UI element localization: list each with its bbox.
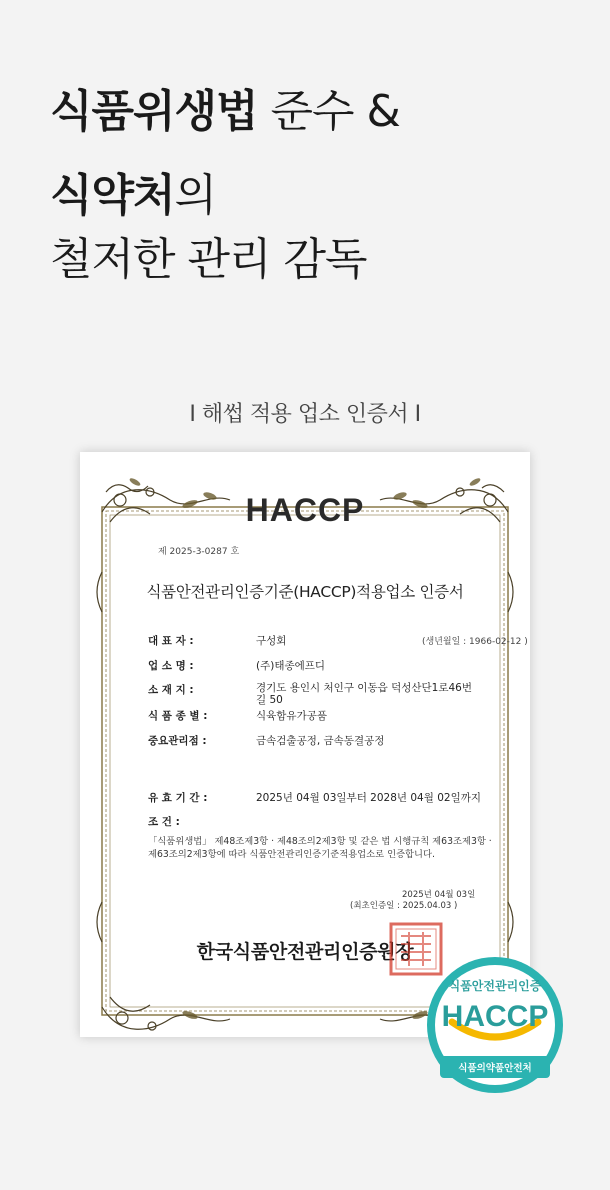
field-label: 유 효 기 간 : bbox=[148, 792, 208, 804]
headline-bold-mfds: 식약처 bbox=[50, 170, 175, 221]
headline-line-1 bbox=[50, 86, 400, 174]
first-certification-date: (최초인증일 : 2025.04.03 ) bbox=[350, 901, 458, 912]
badge-bottom-text: 식품의약품안전처 bbox=[458, 1063, 532, 1074]
badge-top-text: 식품안전관리인증 bbox=[448, 979, 542, 993]
certificate-issuer: 한국식품안전관리인증원장 bbox=[196, 941, 414, 963]
field-business-name bbox=[148, 658, 325, 673]
certificate-number: 제 2025-3-0287 호 bbox=[158, 547, 240, 557]
issue-date-block bbox=[350, 890, 500, 913]
badge-main-text: HACCP bbox=[441, 1000, 549, 1033]
certificate-haccp-title: HACCP bbox=[245, 492, 365, 528]
haccp-certificate bbox=[80, 452, 530, 1037]
field-food-type bbox=[148, 708, 327, 723]
headline bbox=[50, 86, 400, 322]
field-value: 구성회 bbox=[256, 635, 287, 647]
field-value: 금속검출공정, 금속동결공정 bbox=[256, 735, 385, 747]
field-value: 2025년 04월 03일부터 2028년 04월 02일까지 bbox=[256, 792, 482, 804]
field-representative bbox=[148, 633, 528, 648]
headline-bold-food-law: 식품위생법 bbox=[50, 86, 258, 137]
section-subtitle: I 해썹 적용 업소 인증서 I bbox=[189, 402, 421, 427]
field-label: 식 품 종 별 : bbox=[148, 710, 208, 722]
field-label: 조 건 : bbox=[148, 816, 180, 828]
certificate-heading: 식품안전관리인증기준(HACCP)적용업소 인증서 bbox=[146, 583, 464, 601]
field-label: 업 소 명 : bbox=[148, 660, 194, 672]
field-label: 중요관리점 : bbox=[148, 735, 207, 747]
field-validity-period bbox=[148, 790, 481, 805]
headline-compliance: 준수 & bbox=[257, 86, 400, 137]
headline-particle: 의 bbox=[174, 170, 217, 221]
field-value: 식육함유가공품 bbox=[256, 710, 328, 722]
field-critical-control-point bbox=[148, 733, 384, 748]
field-value: 경기도 용인시 처인구 이동읍 덕성산단1로46번길 50 bbox=[256, 682, 472, 707]
certificate-body-text: 「식품위생법」 제48조제3항 · 제48조의2제3항 및 같은 법 시행규칙 제63조제3항 · 제63조의2제3항에 따라 식품안전관리인증기준적용업소로 인증합니다. bbox=[148, 836, 492, 861]
field-address bbox=[148, 682, 476, 706]
haccp-badge-icon bbox=[426, 956, 564, 1094]
headline-line-3: 철저한 관리 감독 bbox=[50, 234, 367, 285]
field-label: 대 표 자 : bbox=[148, 635, 194, 647]
issue-date: 2025년 04월 03일 bbox=[402, 890, 476, 900]
field-conditions bbox=[148, 814, 256, 829]
field-birthdate: (생년월일 : 1966-02-12 ) bbox=[422, 637, 528, 647]
field-label: 소 재 지 : bbox=[148, 684, 194, 696]
field-value: (주)태종에프디 bbox=[256, 660, 326, 672]
